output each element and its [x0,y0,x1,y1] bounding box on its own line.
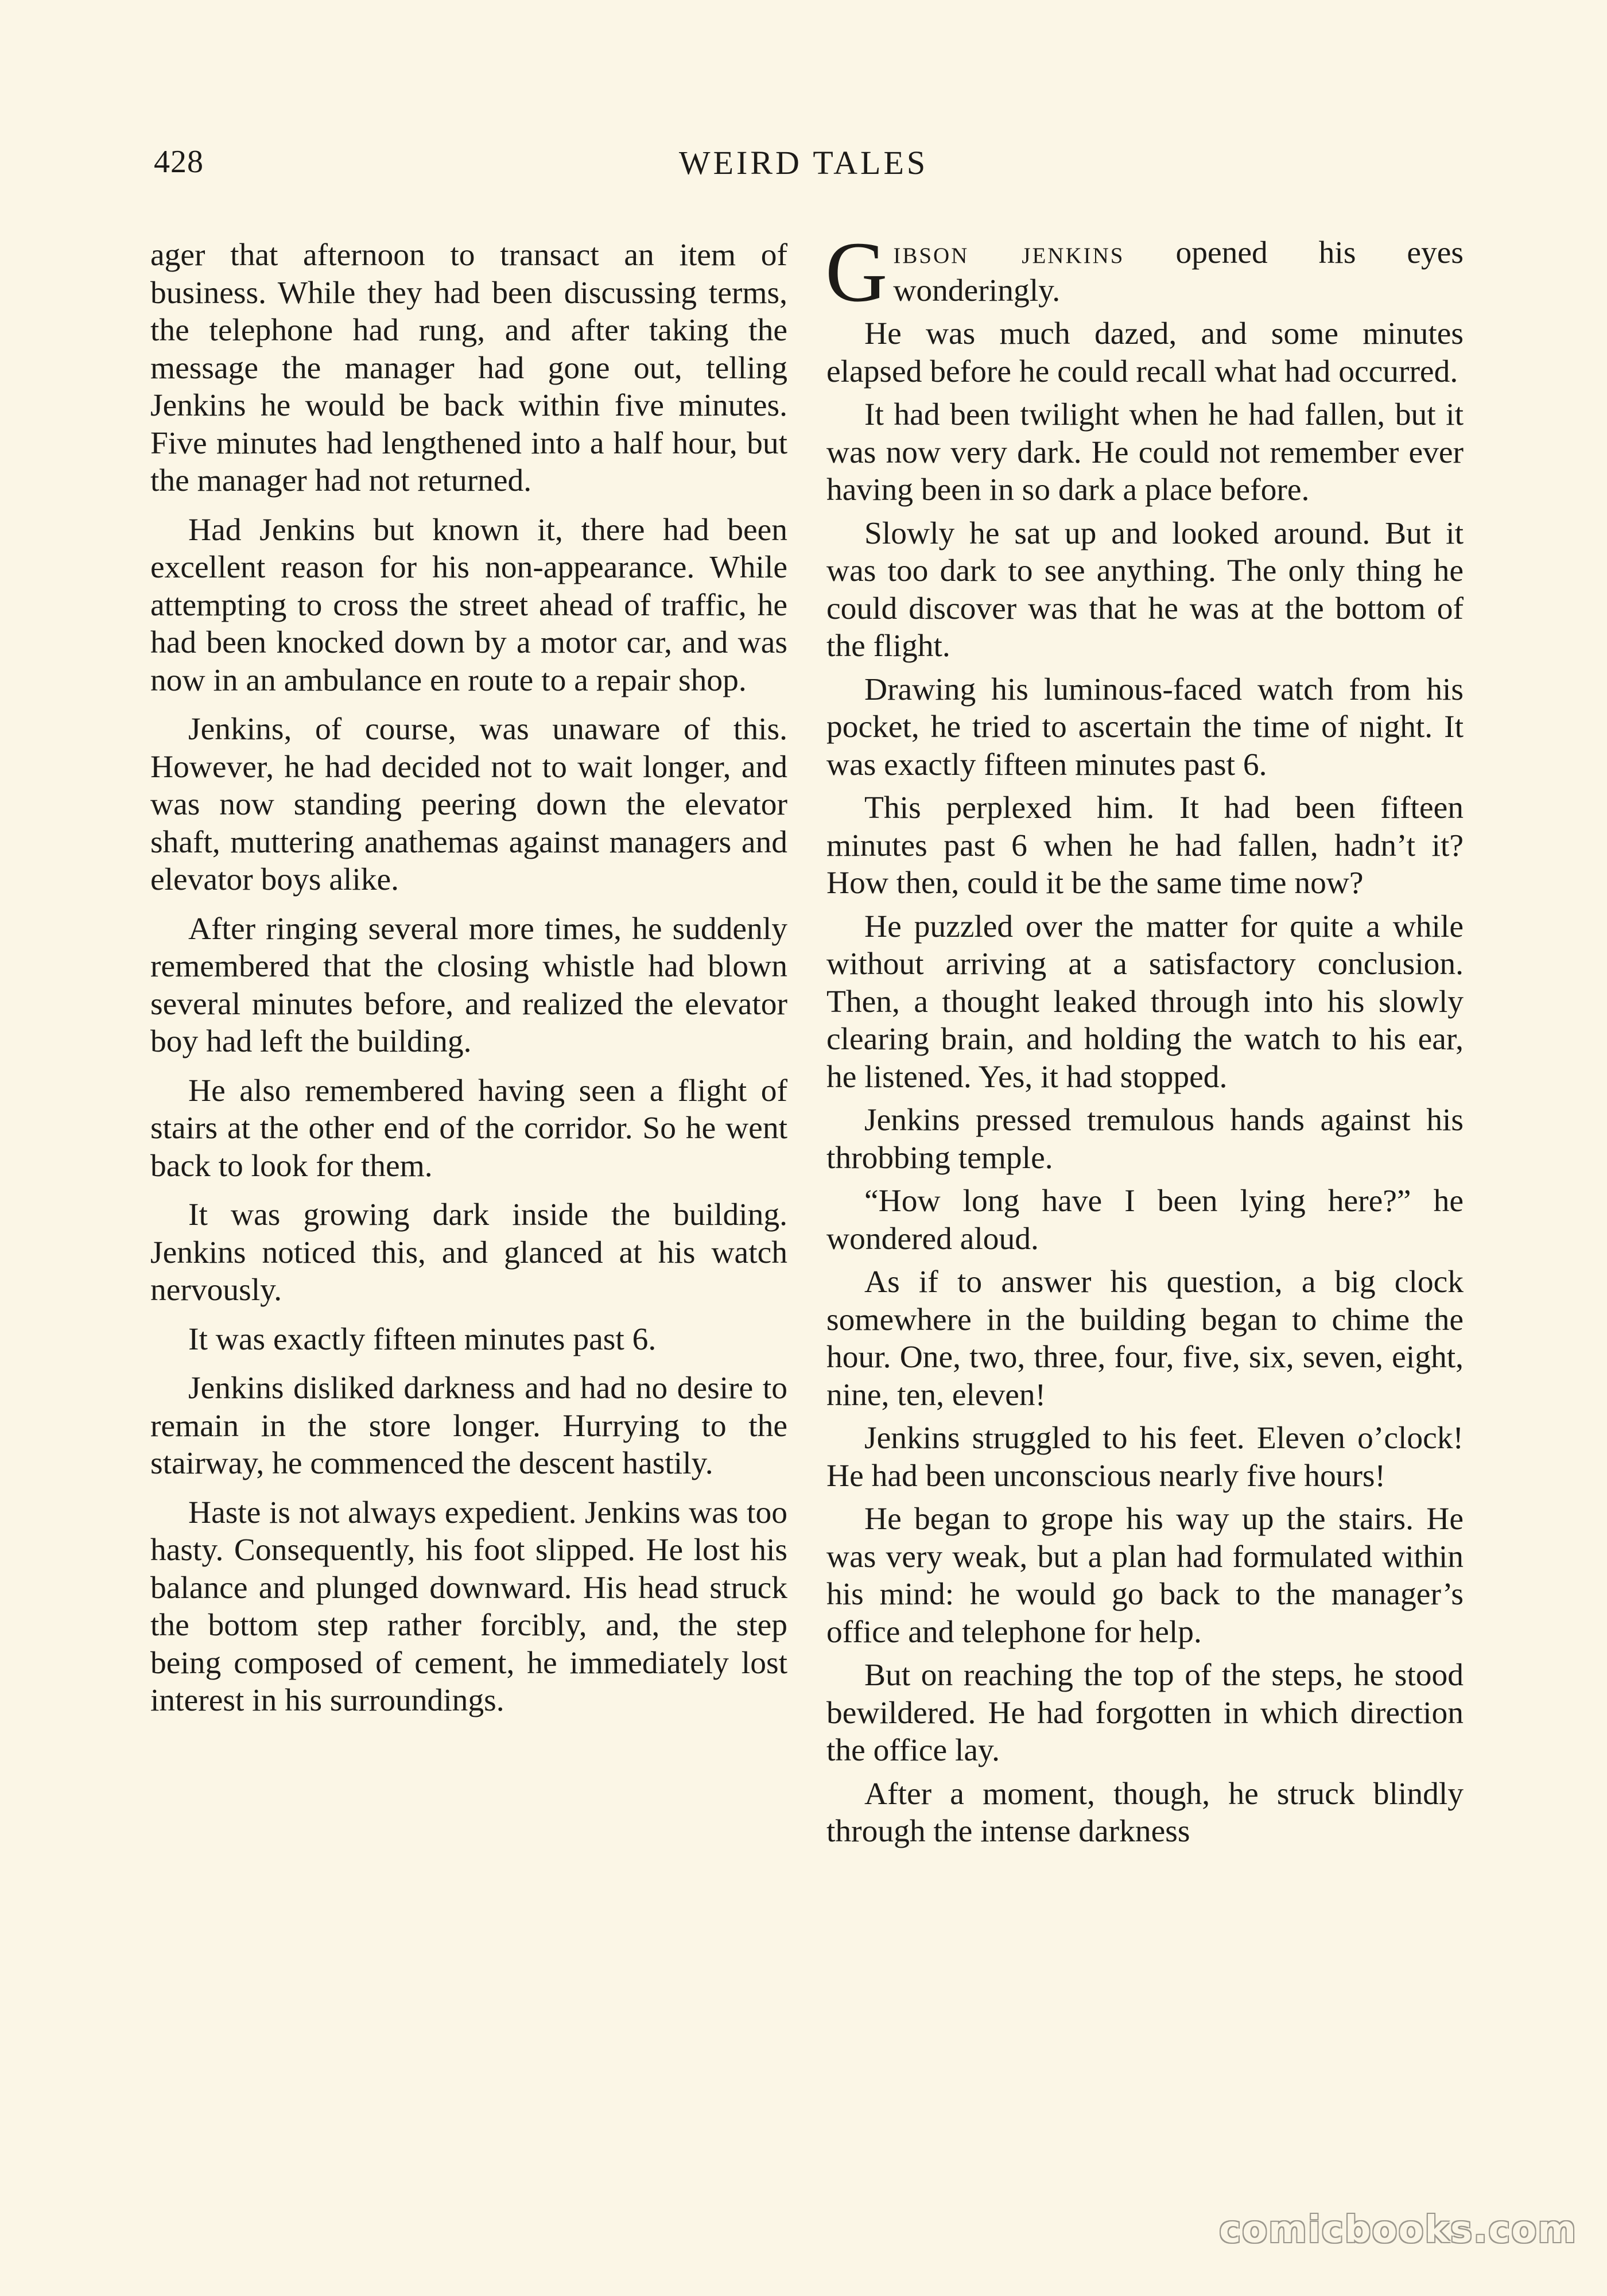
paragraph: But on reaching the top of the steps, he stood bewildered. He had forgotten in which direction the office lay. [826,1658,1464,1768]
paragraph: Slowly he sat up and looked around. But it was too dark to see anything. The only thing he could discover was that he was at the bottom of the flight. [826,515,1464,664]
paragraph: Jenkins pressed tremulous hands against his throbbing temple. [826,1103,1464,1176]
opening-smallcaps: ibson jenkins [893,235,1125,270]
paragraph: “How long have I been lying here?” he wondered aloud. [826,1184,1464,1256]
paragraph: Jenkins disliked darkness and had no desire to remain in the store longer. Hurrying to the stairway, he commenced the descent hastily. [150,1371,787,1481]
paragraph: Jenkins struggled to his feet. Eleven o’clock! He had been unconscious nearly five hours! [826,1421,1464,1494]
paragraph: He was much dazed, and some minutes elapsed before he could recall what had occurred. [826,316,1464,389]
paragraph: This perplexed him. It had been fifteen minutes past 6 when he had fallen, hadn’t it? How then, could it be the same time now? [826,790,1464,901]
paragraph: After ringing several more times, he suddenly remembered that the closing whistle had blown several minutes before, and realized the elevator boy had left the building. [150,911,787,1059]
paragraph: It was exactly fifteen minutes past 6. [188,1321,657,1357]
paragraph: It was growing dark inside the building. Jenkins noticed this, and glanced at his watch nervously. [150,1197,787,1308]
running-head: WEIRD TALES [678,144,929,181]
opening-paragraph [825,224,1464,320]
paragraph: Jenkins, of course, was unaware of this. However, he had decided not to wait longer, and was now standing peering down the elevator shaft, muttering anathemas against managers and elevator boys alike. [150,712,787,897]
paragraph: He puzzled over the matter for quite a while without arriving at a satisfactory conclusion. Then, a thought leaked through into his slowly clearing brain, and holding the watch to his ear, he listened. Yes, it had stopped. [826,909,1464,1095]
left-column [150,236,787,1731]
right-column [825,224,1464,1856]
paragraph: Drawing his luminous-faced watch from his pocket, he tried to ascertain the time of night. It was exactly fifteen minutes past 6. [826,672,1464,782]
paragraph: After a moment, though, he struck blindly through the intense darkness [826,1776,1464,1849]
paragraph: He also remembered having seen a flight of stairs at the other end of the corridor. So he went back to look for them. [150,1073,787,1184]
paragraph: Haste is not always expedient. Jenkins was too hasty. Consequently, his foot slipped. He lost his balance and plunged downward. His head struck the bottom step rather forcibly, and, the step being composed of cement, he immediately lost interest in his surroundings. [150,1495,787,1718]
opening-text: opened his eyes wonderingly. [893,235,1464,308]
paragraph: It had been twilight when he had fallen, but it was now very dark. He could not remember ever having been in so dark a place before. [826,397,1464,507]
drop-cap: G [825,224,888,320]
watermark-logo: comicbooks.com [1219,2209,1577,2251]
paragraph: As if to answer his question, a big clock somewhere in the building began to chime the hour. One, two, three, four, five, six, seven, eight, nine, ten, eleven! [826,1265,1464,1413]
page-number: 428 [154,144,204,180]
paragraph: ager that afternoon to transact an item of business. While they had been discussing terms, the telephone had rung, and after taking the message the manager had gone out, telling Jenkins he would be back within five minutes. Five minutes had lengthened into a half hour, but the manager had not returned. [150,238,787,498]
paragraph: He began to grope his way up the stairs. He was very weak, but a plan had formulated within his mind: he would go back to the manager’s office and telephone for help. [826,1502,1464,1650]
paragraph: Had Jenkins but known it, there had been excellent reason for his non-appearance. While attempting to cross the street ahead of traffic, he had been knocked down by a motor car, and was now in an ambulance en route to a repair shop. [150,512,787,698]
